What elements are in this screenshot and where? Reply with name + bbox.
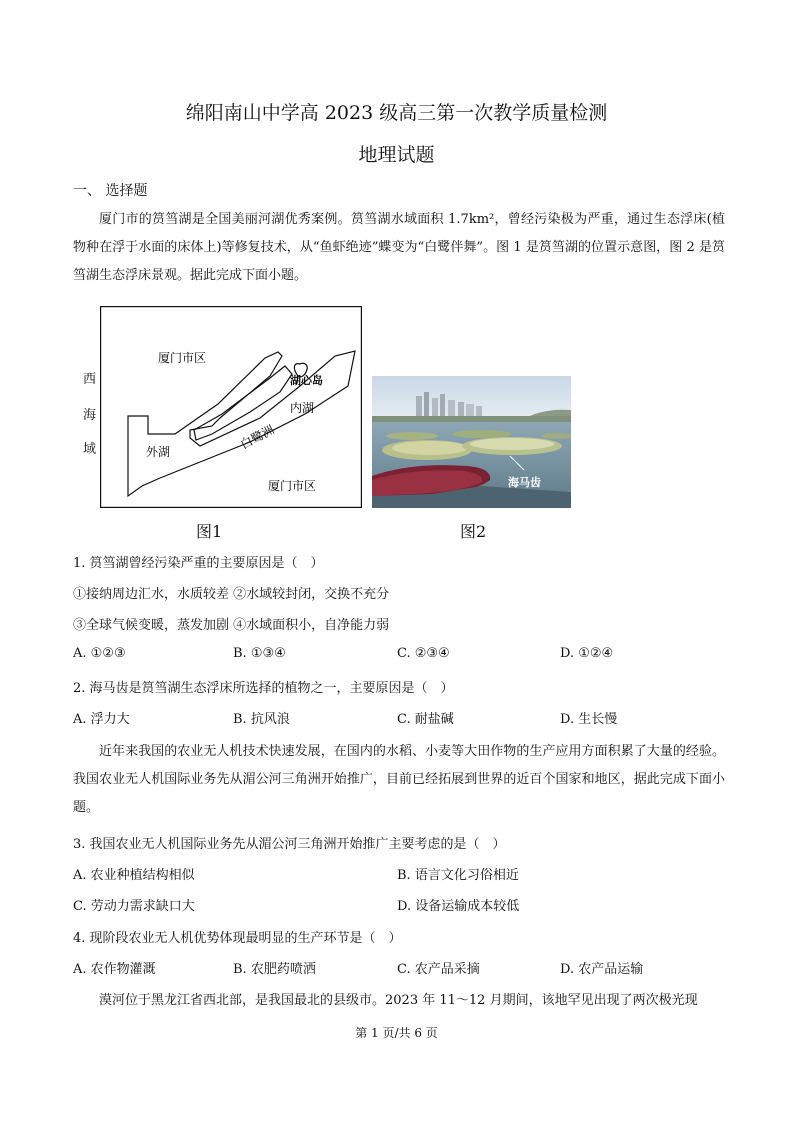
- q1-stem: 1. 筼筜湖曾经污染严重的主要原因是（ ）: [73, 556, 324, 571]
- q4-option-c[interactable]: C. 农产品采摘: [397, 962, 480, 977]
- q2-option-c[interactable]: C. 耐盐碱: [397, 712, 454, 727]
- map-label-city-bottom: 厦门市区: [268, 479, 317, 493]
- passage-1: 厦门市的筼筜湖是全国美丽河湖优秀案例。筼筜湖水域面积 1.7km²，曾经污染极为严重，通过生态浮床(植物种在浮于水面的床体上)等修复技术，从“鱼虾绝迹”蝶变为“白鹭伴舞”。图 1 是筼筜湖的位置示意图，图 2 是筼筜湖生态浮床景观。据此完成下面小题。: [73, 212, 725, 283]
- q2-stem: 2. 海马齿是筼筜湖生态浮床所选择的植物之一，主要原因是（ ）: [73, 681, 454, 696]
- map-label-area: 域: [83, 442, 97, 457]
- q4-option-d[interactable]: D. 农产品运输: [560, 962, 644, 977]
- map-label-west: 西: [83, 372, 97, 387]
- map-label-egret-island: 白鹭洲: [238, 422, 277, 452]
- map-label-city-top: 厦门市区: [158, 351, 207, 365]
- q3-option-b[interactable]: B. 语言文化习俗相近: [397, 868, 519, 883]
- page-footer: 第 1 页/共 6 页: [355, 1026, 438, 1040]
- passage-2: 近年来我国的农业无人机技术快速发展，在国内的水稻、小麦等大田作物的生产应用方面积累了大量的经验。我国农业无人机国际业务先从湄公河三角洲开始推广，目前已经拓展到世界的近百个国家和地区，据此完成下面小题。: [73, 744, 725, 815]
- section-heading: 一、 选择题: [73, 183, 148, 199]
- q1-statements-1: ①接纳周边汇水，水质较差 ②水域较封闭，交换不充分: [73, 587, 390, 602]
- q2-option-a[interactable]: A. 浮力大: [73, 712, 130, 727]
- q4-option-b[interactable]: B. 农肥药喷洒: [233, 962, 316, 977]
- passage-3: 漠河位于黑龙江省西北部，是我国最北的县级市。2023 年 11～12 月期间，该地罕见出现了两次极光现: [99, 993, 698, 1008]
- map-label-outer-lake: 外湖: [146, 445, 171, 459]
- q4-stem: 4. 现阶段农业无人机优势体现最明显的生产环节是（ ）: [73, 931, 402, 946]
- lake-outline: [128, 351, 355, 496]
- map-label-inner-lake: 内湖: [290, 401, 315, 415]
- q3-option-a[interactable]: A. 农业种植结构相似: [73, 868, 195, 883]
- map-label-island: 湖心岛: [290, 375, 323, 387]
- map-label-sea: 海: [83, 408, 97, 423]
- q2-option-b[interactable]: B. 抗风浪: [233, 712, 290, 727]
- exam-subtitle: 地理试题: [358, 144, 435, 166]
- q3-option-d[interactable]: D. 设备运输成本较低: [397, 899, 520, 914]
- photo-label: 海马齿: [508, 477, 541, 489]
- egret-island-shape: [194, 366, 292, 440]
- q4-option-a[interactable]: A. 农作物灌溉: [73, 962, 156, 977]
- q1-statements-2: ③全球气候变暖，蒸发加剧 ④水域面积小，自净能力弱: [73, 618, 390, 633]
- figure-2-photo: [372, 376, 571, 508]
- q2-option-d[interactable]: D. 生长慢: [560, 712, 618, 727]
- q1-option-c[interactable]: C. ②③④: [397, 646, 450, 661]
- exam-title: 绵阳南山中学高 2023 级高三第一次教学质量检测: [185, 102, 608, 124]
- figure-1-caption: 图1: [196, 522, 223, 541]
- q1-option-b[interactable]: B. ①③④: [233, 646, 286, 661]
- q1-option-a[interactable]: A. ①②③: [73, 646, 126, 661]
- photo-svg: [372, 376, 571, 508]
- map-svg: [100, 306, 362, 508]
- q3-stem: 3. 我国农业无人机国际业务先从湄公河三角洲开始推广主要考虑的是（ ）: [73, 837, 506, 852]
- q1-option-d[interactable]: D. ①②④: [560, 646, 614, 661]
- figure-2-caption: 图2: [460, 522, 487, 541]
- figure-1-map: [100, 306, 362, 508]
- q3-option-c[interactable]: C. 劳动力需求缺口大: [73, 899, 195, 914]
